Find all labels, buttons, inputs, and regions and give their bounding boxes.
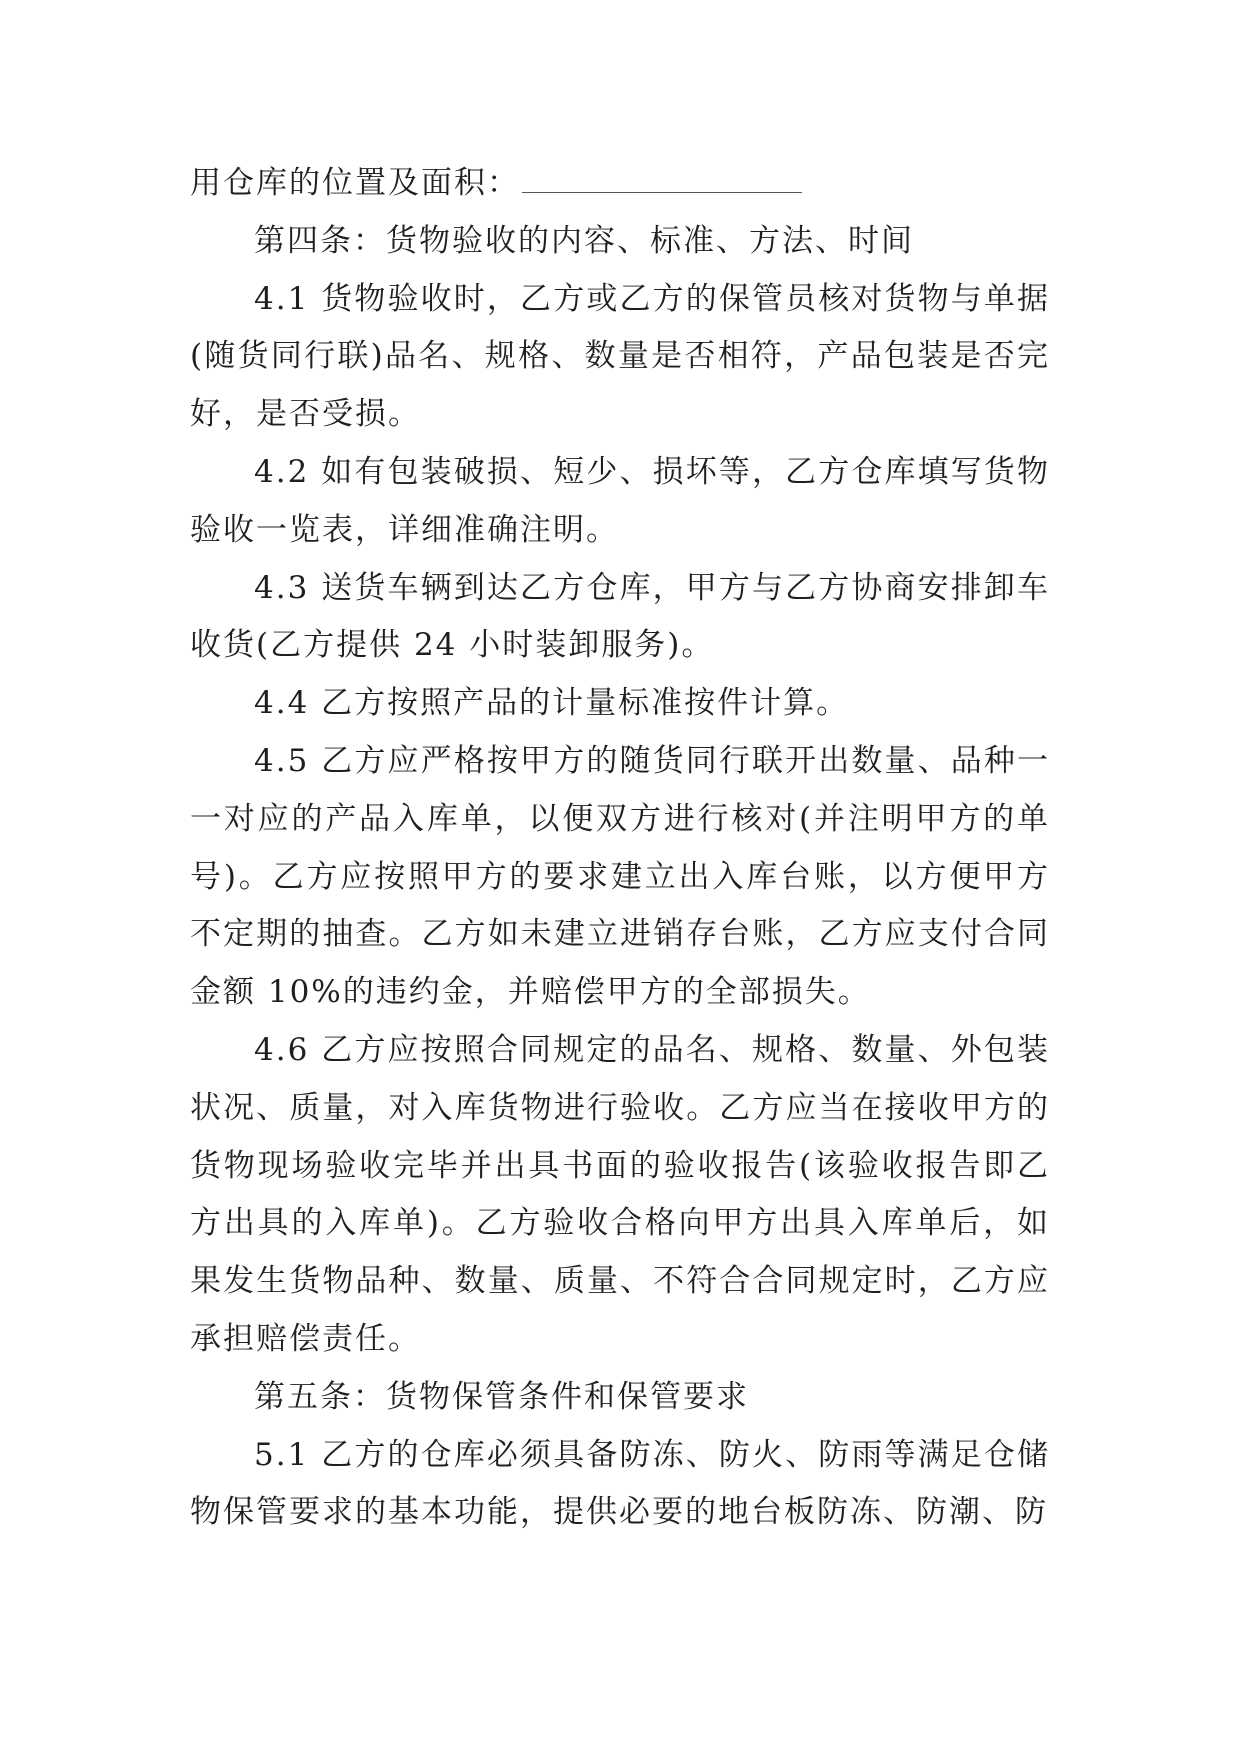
clause-4-3: 4.3 送货车辆到达乙方仓库，甲方与乙方协商安排卸车收货(乙方提供 24 小时装卸服务)。 (190, 569, 1050, 664)
clause-4-6: 4.6 乙方应按照合同规定的品名、规格、数量、外包装状况、质量，对入库货物进行验收。乙方应当在接收甲方的货物现场验收完毕并出具书面的验收报告(该验收报告即乙方出具的入库单)。乙方验收合格向甲方出具入库单后，如果发生货物品种、数量、质量、不符合合同规定时，乙方应承担赔偿责任。 (190, 1031, 1050, 1357)
paragraph-warehouse-location (190, 155, 1050, 213)
article-four-heading: 第四条：货物验收的内容、标准、方法、时间 (254, 222, 914, 259)
clause-4-1: 4.1 货物验收时，乙方或乙方的保管员核对货物与单据(随货同行联)品名、规格、数量是否相符，产品包装是否完好，是否受损。 (190, 280, 1050, 433)
paragraph-text: 用仓库的位置及面积： (190, 165, 520, 201)
document-page (190, 155, 1050, 1542)
article-five-heading: 第五条：货物保管条件和保管要求 (254, 1378, 749, 1415)
clause-4-5: 4.5 乙方应严格按甲方的随货同行联开出数量、品种一一对应的产品入库单，以便双方进行核对(并注明甲方的单号)。乙方应按照甲方的要求建立出入库台账，以方便甲方不定期的抽查。乙方如未建立进销存台账，乙方应支付合同金额 10%的违约金，并赔偿甲方的全部损失。 (190, 742, 1050, 1011)
clause-4-4: 4.4 乙方按照产品的计量标准按件计算。 (254, 685, 850, 722)
clause-5-1: 5.1 乙方的仓库必须具备防冻、防火、防雨等满足仓储物保管要求的基本功能，提供必要的地台板防冻、防潮、防 (190, 1436, 1050, 1531)
fill-in-blank[interactable] (522, 191, 802, 193)
clause-4-2: 4.2 如有包装破损、短少、损坏等，乙方仓库填写货物验收一览表，详细准确注明。 (190, 453, 1050, 548)
